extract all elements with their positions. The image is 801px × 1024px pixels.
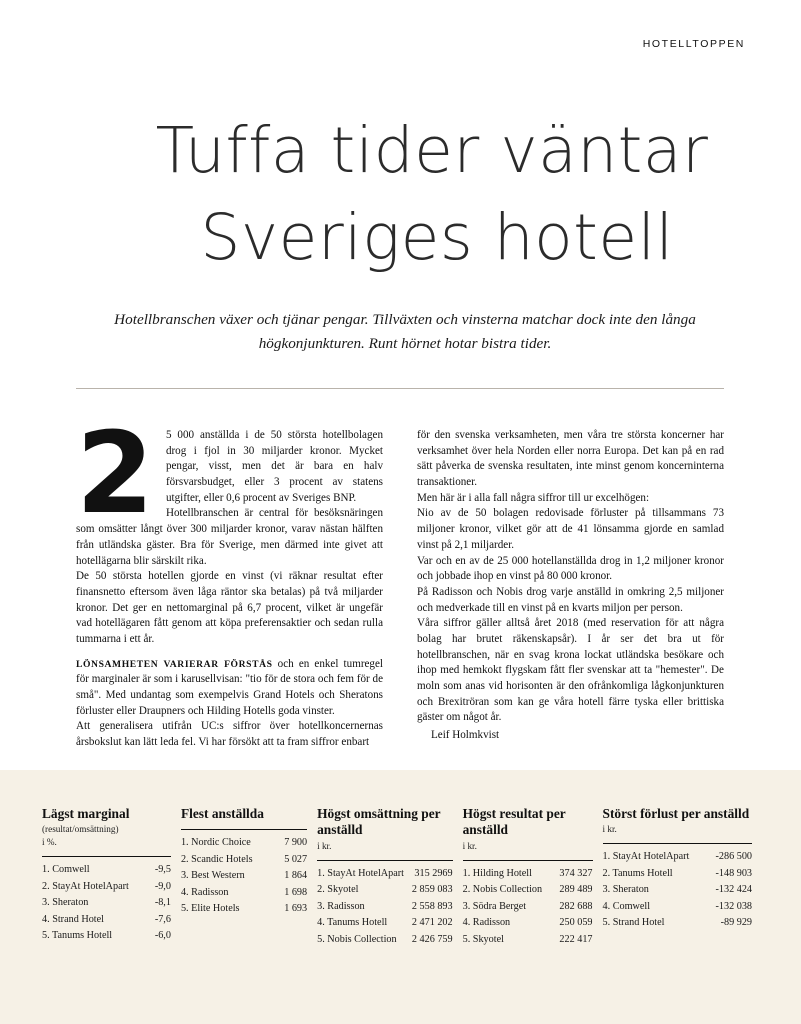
table-row xyxy=(463,866,593,883)
ranking-table xyxy=(42,806,181,948)
row-value: 289 489 xyxy=(559,884,593,896)
row-label: 3. Sheraton xyxy=(602,884,649,896)
table-row xyxy=(317,932,453,949)
table-row xyxy=(42,895,171,912)
table-rows xyxy=(42,862,171,945)
row-label: 3. Radisson xyxy=(317,900,365,912)
running-head: HOTELLTOPPEN xyxy=(642,38,745,50)
row-value: -132 424 xyxy=(715,884,753,896)
table-row xyxy=(317,915,453,932)
row-value: -9,5 xyxy=(154,864,171,876)
table-row xyxy=(317,866,453,883)
row-value: 1 698 xyxy=(284,886,308,898)
row-label: 1. StayAt HotelApart xyxy=(602,851,690,863)
row-value: -9,0 xyxy=(154,880,171,892)
row-label: 3. Sheraton xyxy=(42,897,89,909)
row-label: 5. Elite Hotels xyxy=(180,903,240,915)
row-label: 4. Radisson xyxy=(180,886,229,898)
table-title: Högst omsättning per anställd xyxy=(317,806,441,838)
row-label: 5. Nobis Collection xyxy=(317,933,397,945)
drop-cap: 2 xyxy=(76,409,154,539)
row-label: 1. Hilding Hotell xyxy=(462,867,532,879)
paragraph: Men här är i alla fall några siffror till ur excelhögen: xyxy=(417,491,650,504)
headline-line-1: Tuffa tider väntar xyxy=(155,114,709,187)
row-value: -7,6 xyxy=(154,913,171,925)
article-body xyxy=(76,409,724,751)
row-label: 5. Skyotel xyxy=(462,933,504,945)
row-value: 2 471 202 xyxy=(411,917,453,929)
table-row xyxy=(463,915,593,932)
ranking-tables xyxy=(42,806,762,948)
table-divider xyxy=(603,843,753,844)
paragraph: De 50 största hotellen gjorde en vinst (vi räknar resultat efter finansnetto eftersom även låga räntor ska betalas) på två miljarder kronor. Det ger en nettomarginal på 6,7 procent, vilket är ungefär vad hotellägaren fått genom att köpa preferensaktier och sedan rulla tummarna i ett år. xyxy=(76,570,383,645)
table-row xyxy=(603,882,753,899)
row-label: 4. Comwell xyxy=(602,900,651,912)
row-value: -6,0 xyxy=(154,930,171,942)
table-rows xyxy=(603,849,753,932)
table-divider xyxy=(42,856,171,857)
row-value: 374 327 xyxy=(559,867,593,879)
row-value: 2 558 893 xyxy=(411,900,453,912)
table-row xyxy=(181,868,307,885)
row-label: 5. Strand Hotel xyxy=(602,917,665,929)
table-row xyxy=(317,882,453,899)
paragraph: På Radisson och Nobis drog varje anställd in omkring 2,5 miljoner och medverkade till en vinst på en kvarts miljon per person. xyxy=(417,585,724,614)
row-label: 3. Södra Berget xyxy=(462,900,527,912)
table-row xyxy=(42,928,171,945)
table-title: Flest anställda xyxy=(180,806,264,821)
row-value: 222 417 xyxy=(559,933,593,945)
row-label: 5. Tanums Hotell xyxy=(42,930,113,942)
ranking-table xyxy=(463,806,603,948)
paragraph: Var och en av de 25 000 hotellanställda drog in 1,2 miljoner kronor och jobbade ihop en vinst på 80 000 kronor. xyxy=(417,554,724,583)
table-divider xyxy=(317,860,453,861)
table-rows xyxy=(181,835,307,918)
row-label: 4. Radisson xyxy=(462,917,511,929)
row-value: 7 900 xyxy=(284,837,308,849)
page-title xyxy=(52,108,752,282)
paragraph-with-lead-in xyxy=(76,657,383,720)
table-row xyxy=(463,932,593,949)
table-row xyxy=(463,899,593,916)
table-row xyxy=(181,901,307,918)
row-value: 1 864 xyxy=(284,870,308,882)
row-value: 2 859 083 xyxy=(411,884,453,896)
ranking-table xyxy=(317,806,463,948)
byline: Leif Holmkvist xyxy=(431,729,500,742)
row-value: 2 426 759 xyxy=(411,933,453,945)
table-unit: i kr. xyxy=(317,840,332,851)
row-value: 250 059 xyxy=(559,917,593,929)
table-title: Lägst marginal xyxy=(42,806,130,821)
table-row xyxy=(181,835,307,852)
row-value: -8,1 xyxy=(154,897,171,909)
table-subtitle: (resultat/omsättning) xyxy=(42,824,119,835)
table-rows xyxy=(317,866,453,949)
row-label: 4. Strand Hotel xyxy=(42,913,104,925)
row-label: 2. Scandic Hotels xyxy=(180,853,253,865)
row-label: 2. Skyotel xyxy=(317,884,359,896)
ranking-tables-panel xyxy=(0,770,801,1024)
ranking-table xyxy=(603,806,763,948)
table-row xyxy=(181,885,307,902)
table-row xyxy=(42,912,171,929)
row-value: 1 693 xyxy=(284,903,308,915)
paragraph: Nio av de 50 bolagen redovisade förluster på tillsammans 73 miljoner kronor, vilket gör att de 41 lönsamma gjorde en samlad vinst på 2,1 miljarder. xyxy=(417,507,724,551)
paragraph: 5 000 anställda i de 50 största hotellbolagen drog i fjol in 30 miljarder kronor. Mycket pengar, visst, men det är bara en halv försvarsbudget, eller 3 procent av statens utgifter, eller 0,6 procent av Sveriges BNP. xyxy=(165,429,383,504)
table-unit: i %. xyxy=(42,837,57,848)
body-column-right xyxy=(417,428,724,751)
table-title: Högst resultat per anställd xyxy=(462,806,566,838)
paragraph: Hotellbranschen är central för besöksnäringen som omsätter långt över 300 miljarder kronor, varav nästan hälften från utländska gäster. Bra för Sverige, men därmed inte givet att hotellägarna blir särskilt rika. xyxy=(76,507,383,567)
row-value: -286 500 xyxy=(715,851,753,863)
paragraph-spacer xyxy=(76,648,383,657)
row-value: 315 2969 xyxy=(414,867,453,879)
row-label: 2. Tanums Hotell xyxy=(602,867,673,879)
table-rows xyxy=(463,866,593,949)
paragraph: Att generalisera utifrån UC:s siffror över hotellkoncernernas årsbokslut kan lätt leda fel. Vi har försökt att ta fram siffror enbart xyxy=(76,720,383,749)
row-label: 2. Nobis Collection xyxy=(462,884,543,896)
table-row xyxy=(603,866,753,883)
table-title: Störst förlust per anställd xyxy=(602,806,750,821)
row-label: 2. StayAt HotelApart xyxy=(42,880,129,892)
body-column-left xyxy=(76,409,383,751)
lead-in-caps: LÖNSAMHETEN VARIERAR FÖRSTÅS xyxy=(76,658,273,670)
table-row xyxy=(463,882,593,899)
row-label: 3. Best Western xyxy=(180,870,245,882)
headline-line-2: Sveriges hotell xyxy=(200,200,674,274)
row-value: -132 038 xyxy=(715,900,753,912)
paragraph: för den svenska verksamheten, men våra tre största koncerner har verksamhet över hela Norden eller norra Europa. Det kan på en rad sätt påverka de svenska resultaten, inte minst genom koncerninterna transaktioner. xyxy=(417,429,724,489)
row-label: 4. Tanums Hotell xyxy=(317,917,388,929)
table-row xyxy=(603,899,753,916)
table-row xyxy=(317,899,453,916)
table-unit: i kr. xyxy=(462,840,477,851)
row-label: 1. Nordic Choice xyxy=(180,837,251,849)
row-value: 282 688 xyxy=(559,900,593,912)
row-value: 5 027 xyxy=(284,853,308,865)
ranking-table xyxy=(181,806,317,948)
table-row xyxy=(181,852,307,869)
table-divider xyxy=(181,829,307,830)
table-row xyxy=(42,862,171,879)
row-value: -89 929 xyxy=(720,917,753,929)
paragraph-text: och en enkel tumregel för marginaler är som i karusellvisan: "tio för de stora och fem för de små". Med undantag som exempelvis Grand Hotels och Sheratons förluster eller Draupners och Hilding Hotells goda vinster. xyxy=(76,657,383,717)
horizontal-rule xyxy=(76,388,724,389)
standfirst: Hotellbranschen växer och tjänar pengar. Tillväxten och vinsterna matchar dock inte den långa högkonjunkturen. Runt hörnet hotar bistra tider. xyxy=(114,311,696,352)
table-unit: i kr. xyxy=(602,824,617,835)
row-value: -148 903 xyxy=(715,867,753,879)
row-label: 1. Comwell xyxy=(42,864,90,876)
paragraph: Våra siffror gäller alltså året 2018 (med reservation för att några bolag har brutet räkenskapsår). I år ser det bra ut för hotellbranschen, när en svag krona lockat utländska besökare och ihop med hemkokt flygskam fått fler svenskar att ta "hemester". De moln som anas vid horisonten är den ofrånkomliga lågkonjunkturen och Brexitröran som kan ge våra hotell färre tyska eller brittiska gäster om något år. xyxy=(417,617,724,724)
table-row xyxy=(603,915,753,932)
table-row xyxy=(603,849,753,866)
table-row xyxy=(42,879,171,896)
table-divider xyxy=(463,860,593,861)
row-label: 1. StayAt HotelApart xyxy=(317,867,404,879)
